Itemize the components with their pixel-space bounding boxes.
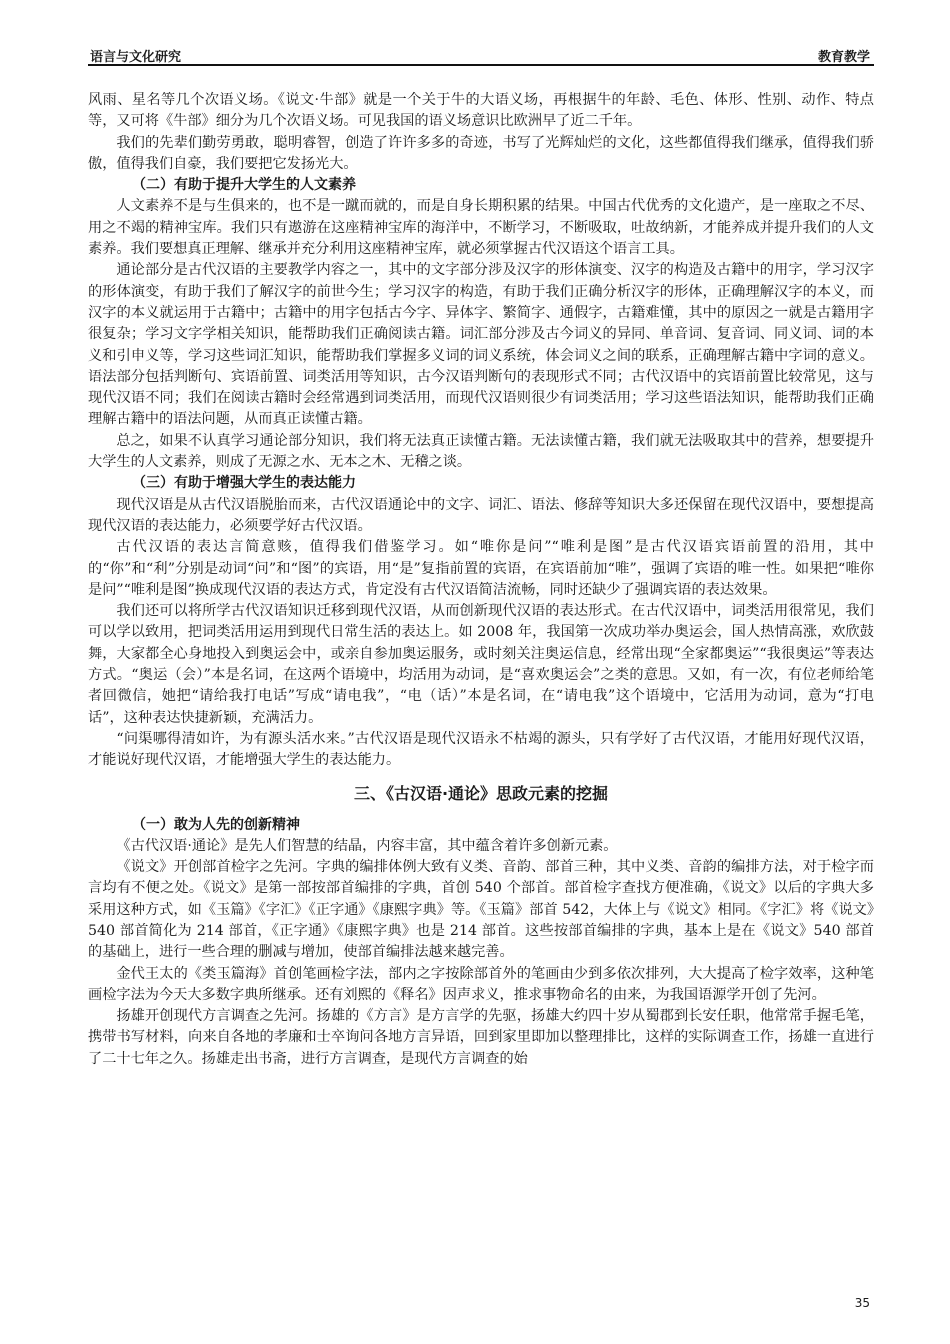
paragraph: “问渠哪得清如许，为有源头活水来。”古代汉语是现代汉语永不枯竭的源头，只有学好了古代汉语，才能用好现代汉语，才能说好现代汉语，才能增强大学生的表达能力。 <box>88 730 874 769</box>
paragraph: 古代汉语的表达言简意赅，值得我们借鉴学习。如“唯你是问”“唯利是图”是古代汉语宾语前置的沿用，其中的“你”和“利”分别是动词“问”和“图”的宾语，用“是”复指前置的宾语，在宾语前加“唯”，强调了宾语的唯一性。如果把“唯你是问”“唯利是图”换成现代汉语的表达方式，肯定没有古代汉语简洁流畅，同时还缺少了强调宾语的表达效果。 <box>88 539 874 598</box>
paragraph: 《说文》开创部首检字之先河。字典的编排体例大致有义类、音韵、部首三种，其中义类、音韵的编排方法，对于检字而言均有不便之处。《说文》是第一部按部首编排的字典，首创 540 个部首。部首检字查找方便准确，《说文》以后的字典大多采用这种方式，如《玉篇》《字汇》《正字通》《康熙字典》等。《玉篇》部首 542，大体上与《说文》相同。《字汇》将《说文》540 部首简化为 214 部首，《正字通》《康熙字典》也是 214 部首。这些按部首编排的字典，基本上是在《说文》540 部首的基础上，进行一些合理的删减与增加，使部首编排法越来越完善。 <box>88 859 874 961</box>
paragraph: 金代王太的《类玉篇海》首创笔画检字法，部内之字按除部首外的笔画由少到多依次排列，大大提高了检字效率，这种笔画检字法为今天大多数字典所继承。还有刘熙的《释名》因声求义，推求事物命名的由来，为我国语源学开创了先河。 <box>88 965 874 1003</box>
subsection-heading: （二）有助于提升大学生的人文素养 <box>132 177 356 194</box>
section-title: 教育教学 <box>817 50 870 65</box>
paragraph: 我们还可以将所学古代汉语知识迁移到现代汉语，从而创新现代汉语的表达形式。在古代汉语中，词类活用很常见，我们可以学以致用，把词类活用运用到现代日常生活的表达上。如 2008 年，我国第一次成功举办奥运会，国人热情高涨，欢欣鼓舞，大家都全心身地投入到奥运会中，或亲自参加奥运服务，或时刻关注奥运信息，经常出现“全家都奥运”“我很奥运”等表达方式。“奥运（会）”本是名词，在这两个语境中，均活用为动词，是“喜欢奥运会”之类的意思。又如，有一次，有位老师给笔者回微信，她把“请给我打电话”写成“请电我”，“电（话）”本是名词，在“请电我”这个语境中，它活用为动词，意为“打电话”，这种表达快捷新颖，充满活力。 <box>88 603 874 726</box>
paragraph: 总之，如果不认真学习通论部分知识，我们将无法真正读懂古籍。无法读懂古籍，我们就无法吸取其中的营养，想要提升大学生的人文素养，则成了无源之水、无本之木、无稽之谈。 <box>88 432 874 471</box>
article-body <box>88 90 874 1070</box>
journal-title: 语言与文化研究 <box>90 50 182 65</box>
paragraph: 人文素养不是与生俱来的，也不是一蹴而就的，而是自身长期积累的结果。中国古代优秀的文化遗产，是一座取之不尽、用之不竭的精神宝库。我们只有遨游在这座精神宝库的海洋中，不断学习，不断吸取，吐故纳新，才能养成并提升我们的人文素养。我们要想真正理解、继承并充分利用这座精神宝库，就必须掌握古代汉语这个语言工具。 <box>88 198 874 258</box>
paragraph: 《古代汉语·通论》是先人们智慧的结晶，内容丰富，其中蕴含着许多创新元素。 <box>116 837 618 854</box>
paragraph: 现代汉语是从古代汉语脱胎而来，古代汉语通论中的文字、词汇、语法、修辞等知识大多还保留在现代汉语中，要想提高现代汉语的表达能力，必须要学好古代汉语。 <box>88 496 874 534</box>
page-number: 35 <box>854 1296 870 1310</box>
subsection-heading: （一）敢为人先的创新精神 <box>132 816 300 833</box>
section-heading: 三、《古汉语·通论》思政元素的挖掘 <box>353 783 609 803</box>
paragraph: 我们的先辈们勤劳勇敢，聪明睿智，创造了许许多多的奇迹，书写了光辉灿烂的文化，这些都值得我们继承，值得我们骄傲，值得我们自豪，我们要把它发扬光大。 <box>88 134 874 172</box>
paragraph: 通论部分是古代汉语的主要教学内容之一，其中的文字部分涉及汉字的形体演变、汉字的构造及古籍中的用字，学习汉字的形体演变，有助于我们了解汉字的前世今生；学习汉字的构造，有助于我们正确分析汉字的形体，正确理解汉字的本义，而汉字的本义就运用于古籍中；古籍中的用字包括古今字、异体字、繁简字、通假字，古籍难懂，其中的原因之一就是古籍用字很复杂；学习文字学相关知识，能帮助我们正确阅读古籍。词汇部分涉及古今词义的异同、单音词、复音词、同义词、词的本义和引申义等，学习这些词汇知识，能帮助我们掌握多义词的词义系统，体会词义之间的联系，正确理解古籍中字词的意义。语法部分包括判断句、宾语前置、词类活用等知识，古今汉语判断句的表现形式不同；古代汉语中的宾语前置比较常见，这与现代汉语不同；我们在阅读古籍时会经常遇到词类活用，而现代汉语则很少有词类活用；学习这些语法知识，能帮助我们正确理解古籍中的语法问题，从而真正读懂古籍。 <box>88 262 874 428</box>
paragraph: 风雨、星名等几个次语义场。《说文·牛部》就是一个关于牛的大语义场，再根据牛的年龄、毛色、体形、性别、动作、特点等，又可将《牛部》细分为几个次语义场。可见我国的语义场意识比欧洲早了近二千年。 <box>88 92 874 130</box>
paragraph: 扬雄开创现代方言调查之先河。扬雄的《方言》是方言学的先驱，扬雄大约四十岁从蜀郡到长安任职，他常常手握毛笔，携带书写材料，向来自各地的孝廉和士卒询问各地方言异语，回到家里即加以整理排比，这样的实际调查工作，扬雄一直进行了二十七年之久。扬雄走出书斋，进行方言调查，是现代方言调查的始 <box>88 1008 874 1067</box>
subsection-heading: （三）有助于增强大学生的表达能力 <box>132 475 356 492</box>
running-header <box>88 44 874 64</box>
header-rule <box>88 64 874 66</box>
